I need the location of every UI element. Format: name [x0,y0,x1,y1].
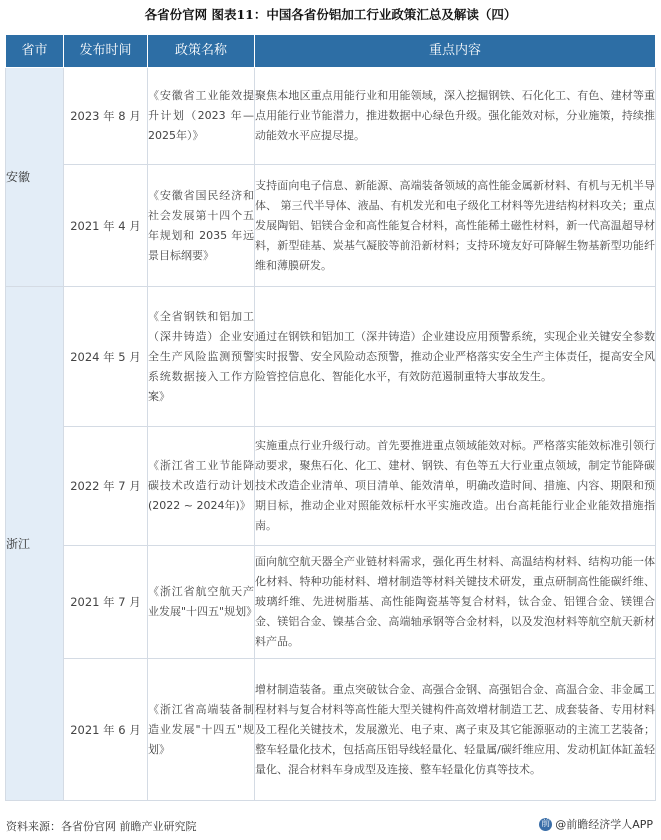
policy-name-cell: 《浙江省工业节能降碳技术改造行动计划(2022 ~ 2024年)》 [148,427,255,546]
province-cell: 安徽 [6,68,64,287]
content-cell: 支持面向电子信息、新能源、高端装备领域的高性能金属新材料、有机与无机半导体、 第三代半导体、液晶、有机发光和电子级化工材料等先进结构材料攻关；重点发展陶铝、铝镁合金和高性能复合材料，高性能稀土磁性材料，新一代高温超导材料，新型硅基、炭基气凝胶等前沿新材料；支持环境友好可降解生物基新型功能纤维和薄膜研发。 [255,165,656,287]
content-cell: 增材制造装备。重点突破钛合金、高强合金钢、高强铝合金、高温合金、非金属工程材料与复合材料等高性能大型关键构件高效增材制造工艺、成套装备、专用材料及工程化关键技术，发展激光、电子束、离子束及其它能源驱动的主流工艺装备；整车轻量化技术，包括高压铝导线轻量化、轻量属/碳纤维应用、发动机缸体缸盖轻量化、混合材料车身成型及连接、整车轻量化仿真等技术。 [255,659,656,801]
policy-name-cell: 《安徽省国民经济和社会发展第十四个五年规划和 2035 年远景目标纲要》 [148,165,255,287]
policy-table [5,34,656,801]
content-cell: 实施重点行业升级行动。首先要推进重点领域能效对标。严格落实能效标准引领行动要求，聚焦石化、化工、建材、钢铁、有色等五大行业重点领域，制定节能降碳技术改造企业清单、项目清单、能效清单，明确改造时间、措施、内容、期限和预期目标，推动企业对照能效标杆水平实施改造。出台高耗能行业企业能效措施指南。 [255,427,656,546]
date-cell: 2021 年 7 月 [64,546,148,659]
policy-name-cell: 《安徽省工业能效提升计划（2023 年—2025年）》 [148,68,255,165]
date-cell: 2021 年 4 月 [64,165,148,287]
policy-name-cell: 《浙江省高端装备制造业发展"十四五"规划》 [148,659,255,801]
header-policy-name: 政策名称 [148,35,255,68]
policy-name-cell: 《全省钢铁和铝加工（深井铸造）企业安全生产风险监测预警系统数据接入工作方案》 [148,287,255,427]
table-row [6,659,656,801]
content-cell: 聚焦本地区重点用能行业和用能领域，深入挖掘钢铁、石化化工、有色、建材等重点用能行业节能潜力，推进数据中心绿色升级。强化能效对标，分业施策，持续推动能效水平应提尽提。 [255,68,656,165]
table-row [6,165,656,287]
source-note: 资料来源：各省份官网 前瞻产业研究院 [6,820,197,833]
table-row [6,546,656,659]
header-date: 发布时间 [64,35,148,68]
content-cell: 面向航空航天器全产业链材料需求，强化再生材料、高温结构材料、结构功能一体化材料、特种功能材料、增材制造等材料关键技术研发，重点研制高性能碳纤维、玻璃纤维、先进树脂基、高性能陶瓷基等复合材料，钛合金、铝锂合金、镁锂合金、镁铝合金、镍基合金、高端轴承钢等合金材料，以及发泡材料等航空航天新材料产品。 [255,546,656,659]
date-cell: 2022 年 7 月 [64,427,148,546]
table-row [6,287,656,427]
brand-logo-icon: 前 [541,818,551,829]
header-key-content: 重点内容 [255,35,656,68]
province-cell: 浙江 [6,287,64,801]
brand-logo [539,816,653,832]
table-row [6,68,656,165]
date-cell: 2023 年 8 月 [64,68,148,165]
header-province: 省市 [6,35,64,68]
policy-name-cell: 《浙江省航空航天产业发展"十四五"规划》 [148,546,255,659]
content-cell: 通过在钢铁和铝加工（深井铸造）企业建设应用预警系统，实现企业关键安全参数实时报警、安全风险动态预警，推动企业严格落实安全生产主体责任，提高安全风险管控信息化、智能化水平，有效防范遏制重特大事故发生。 [255,287,656,427]
date-cell: 2024 年 5 月 [64,287,148,427]
date-cell: 2021 年 6 月 [64,659,148,801]
table-header-row [6,35,656,68]
page-title: 各省份官网 图表11：中国各省份铝加工行业政策汇总及解读（四） [144,7,517,22]
table-row [6,427,656,546]
brand-name: @前瞻经济学人APP [555,818,653,831]
